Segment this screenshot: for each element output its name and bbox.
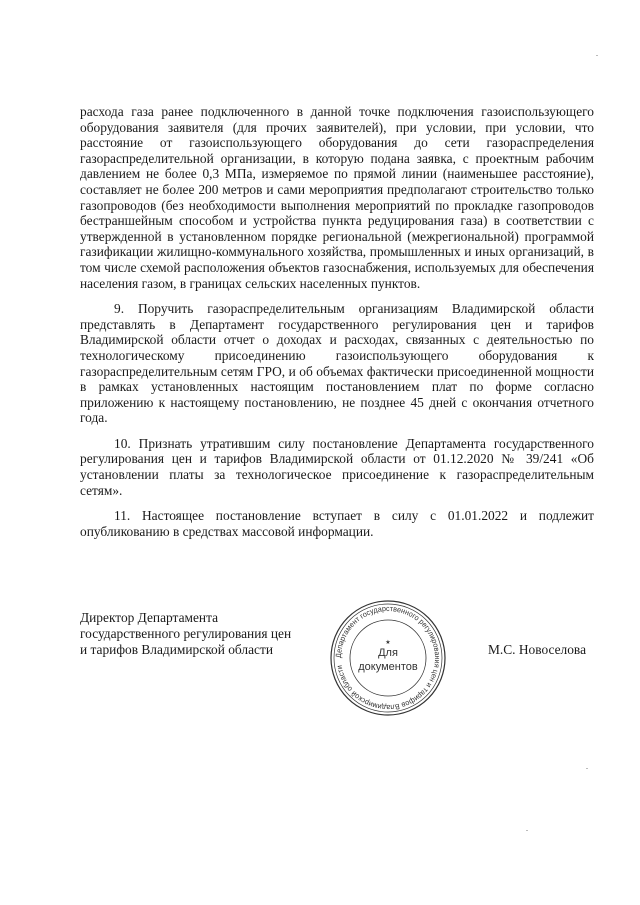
document-body	[80, 104, 594, 539]
scan-speck	[526, 830, 528, 831]
scan-speck	[596, 55, 598, 56]
stamp-star-icon: ★	[385, 640, 391, 646]
position-line-1: Директор Департамента	[80, 610, 219, 625]
paragraph-10: 10. Признать утратившим силу постановление Департамента государственного регулирования цен и тарифов Владимирской области от 01.12.2020 № 39/241 «Об установлении платы за технологическое присоединение к газораспределительным сетям».	[80, 435, 594, 498]
stamp-center-line-1: Для	[378, 647, 398, 659]
signature-block	[80, 603, 600, 720]
paragraph-11: 11. Настоящее постановление вступает в силу с 01.01.2022 и подлежит опубликованию в средствах массовой информации.	[80, 508, 594, 539]
stamp-center-line-2: документов	[358, 661, 418, 673]
paragraph-continuation: расхода газа ранее подключенного в данной точке подключения газоиспользующего оборудования заявителя (для прочих заявителей), при условии, при условии, что расстояние от газоиспользующего оборудования до сети газораспределения газораспределительной организации, в которую подана заявка, с проектным рабочим давлением не более 0,3 МПа, измеряемое по прямой линии (наименьшее расстояние), составляет не более 200 метров и сами мероприятия предполагают строительство только газопроводов (без необходимости выполнения мероприятий по прокладке газопроводов бестраншейным способом и устройства пункта редуцирования газа) в соответствии с утвержденной в установленном порядке региональной (межрегиональной) программой газификации жилищно-коммунального хозяйства, промышленных и иных организаций, в том числе схемой расположения объектов газоснабжения, используемых для обеспечения населения газом, в границах сельских населенных пунктов.	[80, 104, 594, 291]
stamp-ring-text: Департамент государственного регулирования цен и тарифов Владимирской области	[333, 603, 443, 713]
scan-speck	[586, 768, 588, 769]
signatory-position	[80, 610, 320, 658]
signatory-name: М.С. Новоселова	[488, 642, 587, 657]
position-line-3: и тарифов Владимирской области	[80, 642, 273, 657]
position-line-2: государственного регулирования цен	[80, 626, 292, 641]
official-stamp-seal	[328, 598, 448, 718]
paragraph-9: 9. Поручить газораспределительным организациям Владимирской области представлять в Департамент государственного регулирования цен и тарифов Владимирской области отчет о доходах и расходах, связанных с деятельностью по технологическому присоединению газоиспользующего оборудования к газораспределительным сетям ГРО, и об объемах фактически присоединенной мощности в рамках установленных настоящим постановлением плат по форме согласно приложению к настоящему постановлению, не позднее 45 дней с окончания отчетного года.	[80, 301, 594, 426]
